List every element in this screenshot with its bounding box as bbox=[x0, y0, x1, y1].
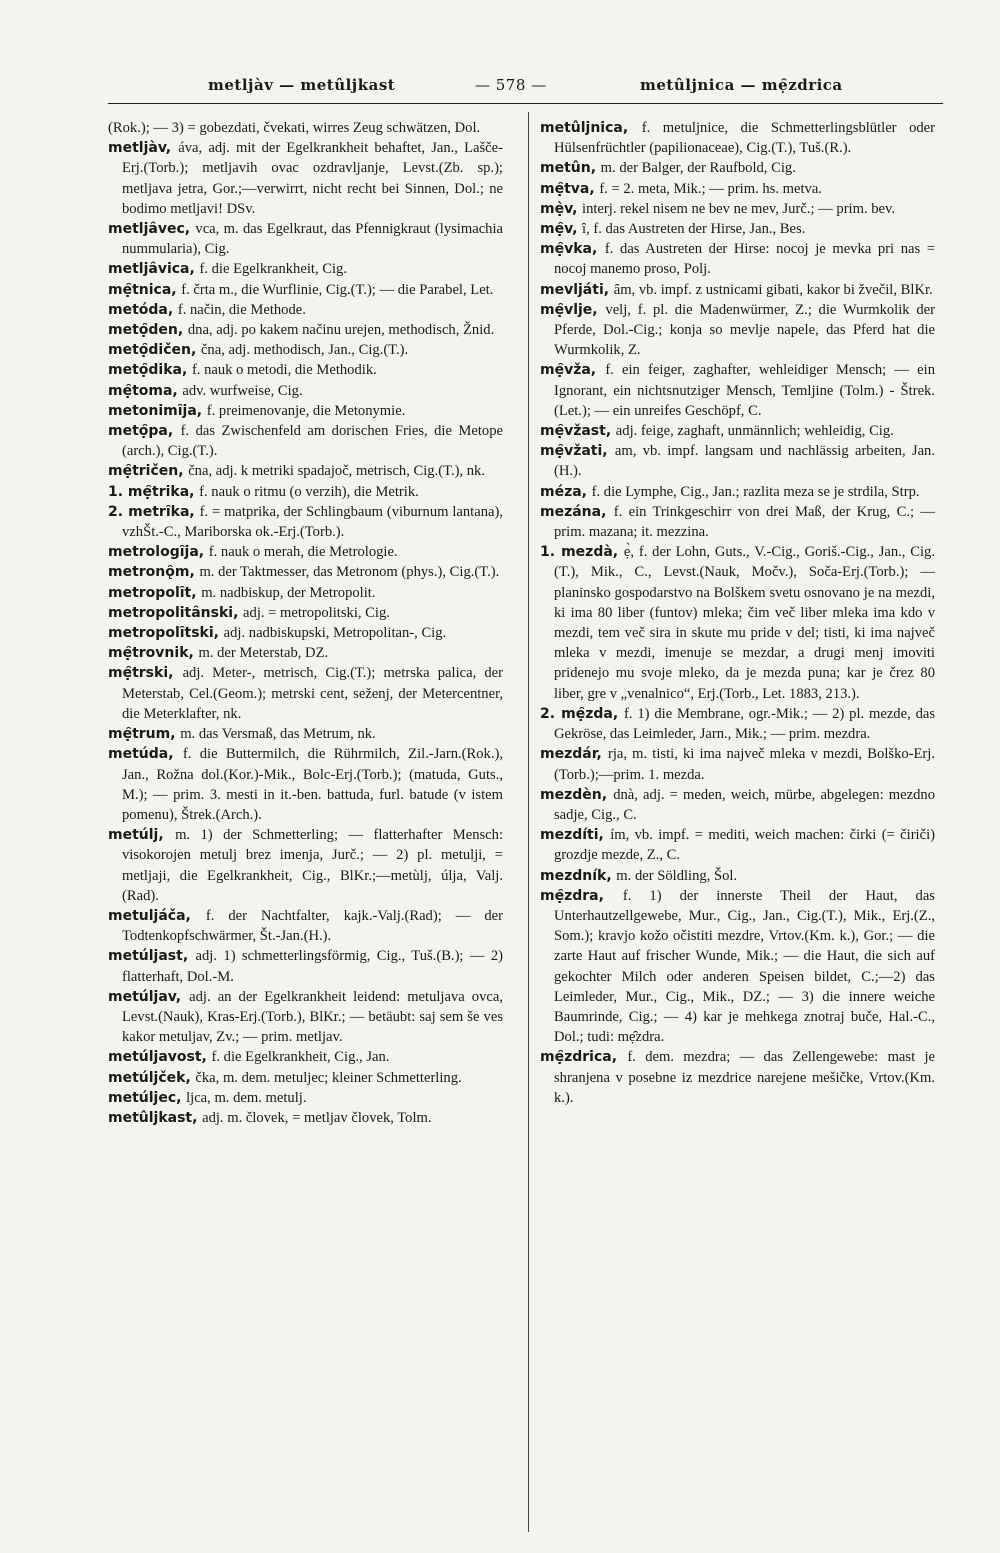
entry-headword: mezdník, bbox=[540, 867, 612, 884]
entry-headword: mẹ̑vža, bbox=[540, 362, 597, 379]
entry-headword: mẹ̑trum, bbox=[108, 726, 176, 743]
dictionary-entry bbox=[108, 1108, 503, 1128]
entry-headword: metropolȋt, bbox=[108, 584, 197, 601]
entry-headword: mezána, bbox=[540, 503, 607, 520]
dictionary-entry bbox=[108, 461, 503, 481]
entry-definition: adj. m. človek, = metljav človek, Tolm. bbox=[202, 1109, 432, 1126]
entry-definition: ljca, m. dem. metulj. bbox=[186, 1089, 307, 1106]
dictionary-entry bbox=[108, 542, 503, 562]
entry-definition: f. das Zwischenfeld am dorischen Fries, die Metope (arch.), Cig.(T.). bbox=[122, 423, 503, 460]
entry-headword: mẹ̀v, bbox=[540, 200, 578, 217]
entry-headword: metúljav, bbox=[108, 988, 182, 1005]
entry-headword: mezdár, bbox=[540, 746, 602, 763]
entry-definition: velj, f. pl. die Madenwürmer, Z.; die Wurmkolik der Pferde, Dol.-Cig.; konja so mevlje napele, das Pferd hat die Wurmkolik, Z. bbox=[554, 301, 936, 359]
entry-definition: vca, m. das Egelkraut, das Pfennigkraut (lysimachia nummularia), Cig. bbox=[122, 221, 504, 258]
entry-definition: m. das Versmaß, das Metrum, nk. bbox=[180, 726, 376, 743]
entry-definition: ȃm, vb. impf. z ustnicami gibati, kakor bi žvečil, BlKr. bbox=[613, 281, 933, 298]
page-number: — 578 — bbox=[475, 76, 547, 94]
dictionary-entry bbox=[108, 724, 503, 744]
entry-headword: metljàv, bbox=[108, 140, 172, 157]
entry-headword: metûn, bbox=[540, 160, 597, 177]
entry-headword: mẹ̑zdrica, bbox=[540, 1049, 618, 1066]
entry-definition: adj. nadbiskupski, Metropolitan-, Cig. bbox=[223, 625, 447, 642]
dictionary-entry bbox=[108, 825, 503, 906]
dictionary-entry bbox=[108, 219, 503, 259]
entry-headword: metrologȋja, bbox=[108, 544, 205, 561]
entry-definition: adj. 1) schmetterlingsförmig, Cig., Tuš.(B.); — 2) flatterhaft, Dol.-M. bbox=[122, 948, 504, 985]
entry-headword: metúljček, bbox=[108, 1069, 191, 1086]
entry-headword: metúljec, bbox=[108, 1089, 182, 1106]
entry-headword: mẹ̑tnica, bbox=[108, 281, 177, 298]
entry-definition: f. nauk o merah, die Metrologie. bbox=[208, 544, 398, 561]
entry-headword: metọ̑pa, bbox=[108, 423, 174, 440]
dictionary-entry bbox=[108, 300, 503, 320]
entry-definition: adj. = metropolitski, Cig. bbox=[243, 604, 390, 621]
entry-definition: f. način, die Methode. bbox=[177, 301, 306, 318]
entry-headword: mẹ̑toma, bbox=[108, 382, 178, 399]
entry-definition: m. der Söldling, Šol. bbox=[616, 867, 738, 884]
dictionary-entry bbox=[540, 158, 935, 178]
entry-headword: méza, bbox=[540, 483, 587, 500]
dictionary-entry bbox=[540, 421, 935, 441]
entry-definition: f. das Austreten der Hirse: nocoj je mevka pri nas = nocoj manemo proso, Polj. bbox=[554, 241, 935, 278]
dictionary-entry bbox=[540, 360, 935, 421]
entry-definition: f. dem. mezdra; — das Zellengewebe: mast je shranjena v posebne iz mezdrice narejene mešičke, Vrtov.(Km. k.). bbox=[554, 1049, 935, 1106]
dictionary-entry bbox=[108, 259, 503, 279]
dictionary-entry bbox=[540, 441, 935, 481]
dictionary-entry bbox=[108, 1088, 503, 1108]
dictionary-entry bbox=[108, 1068, 503, 1088]
entry-headword: mẹ̑vka, bbox=[540, 241, 598, 258]
entry-definition: čna, adj. k metriki spadajoč, metrisch, Cig.(T.), nk. bbox=[188, 463, 485, 480]
entry-definition: ím, vb. impf. = mediti, weich machen: čirki (= čiriči) grozdje mezde, Z., C. bbox=[554, 827, 935, 864]
dictionary-entry bbox=[108, 320, 503, 340]
entry-definition: f. ein Trinkgeschirr von drei Maß, der Krug, C.; — prim. mazana; it. mezzina. bbox=[554, 503, 936, 541]
entry-headword: mẹ̑vlje, bbox=[540, 301, 598, 318]
entry-headword: mezdíti, bbox=[540, 827, 604, 844]
header-left-guide-words: metljàv — metûljkast bbox=[208, 76, 396, 94]
column-divider bbox=[528, 112, 529, 1532]
dictionary-entry bbox=[108, 744, 503, 825]
entry-definition: ȋ, f. das Austreten der Hirse, Jan., Bes. bbox=[582, 221, 806, 238]
dictionary-entry bbox=[540, 482, 935, 502]
entry-headword: metljȃvec, bbox=[108, 221, 191, 238]
dictionary-entry bbox=[540, 704, 935, 744]
entry-headword: metọ̑den, bbox=[108, 322, 184, 339]
entry-definition: f. nauk o metodi, die Methodik. bbox=[191, 362, 377, 379]
entry-headword: mẹ̑tričen, bbox=[108, 463, 184, 480]
entry-headword: mevljáti, bbox=[540, 281, 610, 298]
left-column bbox=[108, 118, 503, 1128]
dictionary-entry bbox=[108, 401, 503, 421]
entry-definition: čna, adj. methodisch, Jan., Cig.(T.). bbox=[200, 342, 409, 359]
entry-definition: adj. an der Egelkrankheit leidend: metuljava ovca, Levst.(Nauk), Kras-Erj.(Torb.), BlKr.; — betäubt: saj sem še ves kakor metuljav, Zv.; — prim. metljav. bbox=[122, 988, 503, 1046]
entry-headword: metúljavost, bbox=[108, 1049, 207, 1066]
entry-definition: f. = matprika, der Schlingbaum (viburnum lantana), vzhŠt.-C., Mariborska ok.-Erj.(Torb.). bbox=[122, 503, 503, 541]
entry-headword: metronǫ̑m, bbox=[108, 564, 195, 581]
entry-definition: f. črta m., die Wurflinie, Cig.(T.); — die Parabel, Let. bbox=[181, 281, 494, 298]
entry-definition: f. preimenovanje, die Metonymie. bbox=[206, 402, 406, 419]
entry-headword: metûljkast, bbox=[108, 1109, 198, 1126]
dictionary-entry bbox=[108, 946, 503, 986]
dictionary-entry bbox=[108, 643, 503, 663]
entry-headword: metúljast, bbox=[108, 948, 189, 965]
dictionary-entry bbox=[540, 1047, 935, 1108]
dictionary-entry bbox=[540, 118, 935, 158]
entry-definition: f. die Egelkrankheit, Cig., Jan. bbox=[211, 1049, 390, 1066]
dictionary-entry bbox=[540, 744, 935, 784]
entry-definition: f. metuljnice, die Schmetterlingsblütler oder Hülsenfrüchtler (papilionaceae), Cig.(T.), Tuš.(R.). bbox=[554, 120, 936, 157]
dictionary-entry bbox=[540, 239, 935, 279]
dictionary-entry bbox=[540, 219, 935, 239]
entry-headword: 2. metrȋka, bbox=[108, 503, 195, 520]
dictionary-entry bbox=[108, 118, 503, 138]
entry-headword: 1. mezdà, bbox=[540, 544, 619, 561]
entry-definition: (Rok.); — 3) = gobezdati, čvekati, wirres Zeug schwätzen, Dol. bbox=[108, 120, 481, 136]
dictionary-entry bbox=[540, 502, 935, 542]
dictionary-entry bbox=[108, 340, 503, 360]
header-right-guide-words: metûljnica — mẹ̑zdrica bbox=[640, 76, 843, 94]
entry-definition: f. nauk o ritmu (o verzih), die Metrik. bbox=[199, 483, 419, 500]
dictionary-entry bbox=[108, 280, 503, 300]
entry-headword: metọ̑dika, bbox=[108, 362, 188, 379]
dictionary-entry bbox=[540, 179, 935, 199]
dictionary-entry bbox=[108, 421, 503, 461]
entry-definition: dna, adj. po kakem načinu urejen, methodisch, Žnid. bbox=[187, 322, 495, 339]
entry-headword: metonimȋja, bbox=[108, 402, 203, 419]
dictionary-entry bbox=[108, 138, 503, 219]
entry-definition: adj. Meter-, metrisch, Cig.(T.); metrska palica, der Meterstab, Cel.(Geom.); metrski cent, seženj, der Metercentner, die Meterklafter, nk. bbox=[122, 665, 503, 722]
entry-definition: ẹ̀, f. der Lohn, Guts., V.-Cig., Goriš.-Cig., Jan., Cig.(T.), Mik., C., Levst.(Nauk, Močv.), Soča-Erj.(Torb.); — planinsko gospodarstvo na Bolškem svetu osnovano je na mezdi, ki ima 80 liber (funtov) mleka; čim več liber mleka ima kdo v mezdi, tem več sira in skute mu pride v del; tisti, ki ima največ mleka v mezdi, imenuje se mezdar, a drugi menj imoviti pridenejo mu svoje mleko, da je mezda puna; kar je črez 80 liber, gre v „venalnico“, Erj.(Torb., Let. 1883, 213.). bbox=[554, 544, 935, 702]
entry-definition: f. die Buttermilch, die Rührmilch, Zil.-Jarn.(Rok.), Jan., Rožna dol.(Kor.)-Mik., Bolc-Erj.(Torb.); (matuda, Guts., M.); — prim. 3. mesti in it.-ben. battuda, furl. batude (v istem pomenu), Štrek.(Arch.). bbox=[122, 746, 504, 823]
dictionary-entry bbox=[540, 866, 935, 886]
entry-definition: m. 1) der Schmetterling; — flatterhafter Mensch: visokorojen metulj brez imenja, Jurč.; — 2) pl. metulji, = metljaji, die Egelkrankheit, Cig., BlKr.;—metùlj, úlja, Valj.(Rad). bbox=[122, 827, 503, 904]
entry-headword: 2. mẹ̑zda, bbox=[540, 705, 619, 722]
dictionary-entry bbox=[108, 482, 503, 502]
entry-definition: f. 1) der innerste Theil der Haut, das Unterhautzellgewebe, Mur., Cig., Jan., Cig.(T.), Mik., Erj.(Z., Som.); kravjo kožo očistiti mezdre, Vrtov.(Km. k.), Gor.; — die zarte Haut auf frischer Wunde, Mik.; — die Haut, die sich auf gekochter Milch oder anderen Speisen bildet, C.;—2) das Leimleder, Mur., Cig., Mik., DZ.; — 3) die innere weiche Baumrinde, Cig.; — 4) kar je mehkega znotraj buče, Hal.-C., Dol.; tudi: mẹ̑zdra. bbox=[554, 887, 935, 1046]
entry-definition: f. die Egelkrankheit, Cig. bbox=[199, 261, 347, 278]
entry-definition: f. = 2. meta, Mik.; — prim. hs. metva. bbox=[599, 180, 822, 197]
header-rule bbox=[108, 103, 943, 104]
entry-headword: mẹ̑vžati, bbox=[540, 443, 608, 460]
page-header bbox=[100, 70, 950, 104]
dictionary-entry bbox=[540, 300, 935, 361]
dictionary-entry bbox=[108, 360, 503, 380]
entry-headword: metljȃvica, bbox=[108, 261, 195, 278]
dictionary-entry bbox=[108, 583, 503, 603]
entry-headword: metúda, bbox=[108, 746, 174, 763]
entry-headword: metọ̑dičen, bbox=[108, 342, 197, 359]
dictionary-entry bbox=[540, 886, 935, 1048]
entry-definition: interj. rekel nisem ne bev ne mev, Jurč.; — prim. bev. bbox=[582, 200, 896, 217]
entry-headword: metûljnica, bbox=[540, 120, 629, 136]
dictionary-entry bbox=[540, 280, 935, 300]
entry-headword: mezdèn, bbox=[540, 786, 608, 803]
dictionary-entry bbox=[540, 825, 935, 865]
entry-headword: metropolȋtski, bbox=[108, 625, 219, 642]
entry-definition: dnà, adj. = meden, weich, mürbe, abgelegen: mezdno sadje, Cig., C. bbox=[554, 786, 936, 823]
entry-headword: mẹ̑trski, bbox=[108, 665, 174, 682]
entry-definition: f. 1) die Membrane, ogr.-Mik.; — 2) pl. mezde, das Gekröse, das Leimleder, Jarn., Mik.; — prim. mezdra. bbox=[554, 705, 936, 743]
entry-headword: metúlj, bbox=[108, 827, 164, 844]
entry-headword: mẹ̑tva, bbox=[540, 180, 595, 197]
entry-definition: f. der Nachtfalter, kajk.-Valj.(Rad); — der Todtenkopfschwärmer, Št.-Jan.(H.). bbox=[122, 907, 503, 945]
entry-headword: mẹ̑trovnik, bbox=[108, 645, 194, 662]
dictionary-entry bbox=[108, 1047, 503, 1067]
entry-definition: m. der Meterstab, DZ. bbox=[198, 645, 329, 662]
entry-definition: m. der Taktmesser, das Metronom (phys.), Cig.(T.). bbox=[199, 564, 500, 581]
dictionary-entry bbox=[540, 199, 935, 219]
dictionary-entry bbox=[108, 987, 503, 1048]
entry-definition: am, vb. impf. langsam und nachlässig arbeiten, Jan.(H.). bbox=[554, 443, 936, 480]
dictionary-entry bbox=[108, 663, 503, 724]
entry-headword: metuljáča, bbox=[108, 907, 191, 924]
dictionary-entry bbox=[108, 381, 503, 401]
right-column bbox=[540, 118, 935, 1108]
dictionary-entry bbox=[108, 502, 503, 542]
entry-definition: čka, m. dem. metuljec; kleiner Schmetterling. bbox=[195, 1069, 462, 1086]
dictionary-entry bbox=[540, 785, 935, 825]
entry-definition: áva, adj. mit der Egelkrankheit behaftet, Jan., Lašče-Erj.(Torb.); metljavih ovac ozdravljanje, Levst.(Zb. sp.); metljava jetra, Gor.;—verwirrt, nicht recht bei Sinnen, Dol.; ne bodimo metljavi! DSv. bbox=[122, 140, 503, 217]
dictionary-entry bbox=[540, 542, 935, 704]
dictionary-entry bbox=[108, 906, 503, 946]
entry-headword: mẹ̑vžast, bbox=[540, 423, 612, 440]
entry-definition: f. die Lymphe, Cig., Jan.; razlita meza se je strdila, Strp. bbox=[591, 483, 920, 500]
dictionary-entry bbox=[108, 562, 503, 582]
entry-headword: mẹ̑zdra, bbox=[540, 887, 604, 904]
entry-definition: rja, m. tisti, ki ima največ mleka v mezdi, Bolško-Erj.(Torb.);—prim. 1. mezda. bbox=[554, 746, 935, 783]
entry-headword: metóda, bbox=[108, 301, 174, 318]
entry-definition: adv. wurfweise, Cig. bbox=[182, 382, 303, 399]
entry-definition: adj. feige, zaghaft, unmännlich; wehleidig, Cig. bbox=[615, 423, 894, 440]
entry-definition: m. der Balger, der Raufbold, Cig. bbox=[600, 160, 796, 177]
dictionary-entry bbox=[108, 603, 503, 623]
entry-headword: 1. mẹ̑trika, bbox=[108, 483, 195, 500]
entry-headword: mẹ̑v, bbox=[540, 221, 578, 238]
entry-headword: metropolitȃnski, bbox=[108, 604, 239, 621]
entry-definition: f. ein feiger, zaghafter, wehleidiger Mensch; — ein Ignorant, ein nichtsnutziger Mensch, Temljine (Tolm.) - Štrek.(Let.); — ein unreifes Geschöpf, C. bbox=[554, 362, 936, 419]
entry-definition: m. nadbiskup, der Metropolit. bbox=[201, 584, 376, 601]
dictionary-entry bbox=[108, 623, 503, 643]
